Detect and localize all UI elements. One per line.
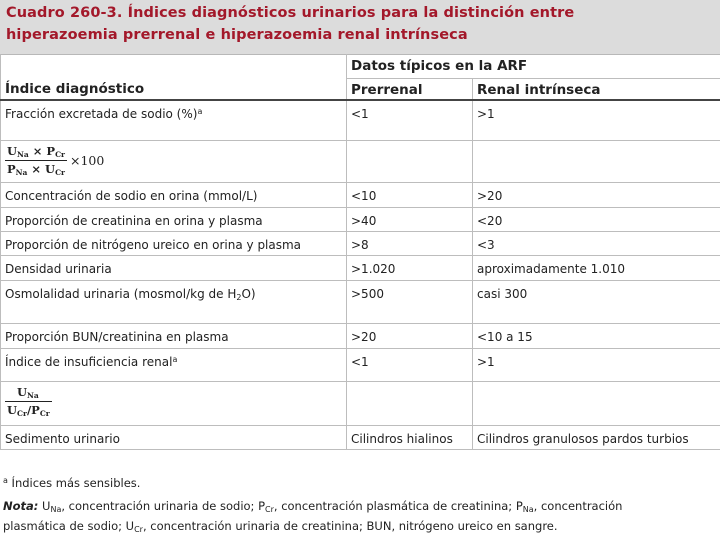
- table-row-formula: [1, 140, 720, 182]
- fena-multiplier: ×100: [69, 152, 105, 168]
- table-row: [1, 231, 720, 255]
- row-renal-value: >20: [473, 182, 720, 207]
- table-row-formula: [1, 381, 720, 425]
- row-index-label: Proporción de nitrógeno ureico en orina y plasma: [1, 231, 347, 255]
- table-row: [1, 280, 720, 323]
- row-index-label: Densidad urinaria: [1, 255, 347, 280]
- empty-cell: [347, 140, 473, 182]
- rfi-formula-cell: [1, 381, 347, 425]
- row-prerenal-value: <1: [347, 100, 473, 140]
- row-renal-value: >1: [473, 348, 720, 381]
- note-line-2: plasmática de sodio; $U_{Cr}$, concentración urinaria de creatinina; BUN, nitrógeno ureico en sangre.: [3, 519, 558, 534]
- row-index-label: Índice de insuficiencia renal$^a$: [1, 348, 347, 381]
- fena-denominator: $P_{Na} \times U_{Cr}$: [7, 161, 65, 177]
- header-empty-cell: [1, 54, 347, 78]
- row-prerenal-value: >8: [347, 231, 473, 255]
- rfi-fraction: [5, 385, 52, 418]
- row-prerenal-value: <1: [347, 348, 473, 381]
- row-renal-value: casi 300: [473, 280, 720, 323]
- rfi-formula: [5, 385, 52, 418]
- fena-numerator: $U_{Na} \times P_{Cr}$: [7, 143, 65, 159]
- rfi-numerator: $U_{Na}$: [5, 385, 52, 402]
- empty-cell: [473, 140, 720, 182]
- rfi-denominator: $U_{Cr}/P_{Cr}$: [7, 402, 50, 418]
- empty-cell: [347, 381, 473, 425]
- row-prerenal-value: >20: [347, 323, 473, 348]
- table-row: [1, 323, 720, 348]
- row-renal-value: Cilindros granulosos pardos turbios: [473, 425, 720, 449]
- title-bar: [0, 0, 720, 55]
- row-renal-value: >1: [473, 100, 720, 140]
- footnote-marker: a: [197, 107, 203, 116]
- row-renal-value: <20: [473, 207, 720, 231]
- footnote-marker: a: [172, 354, 178, 364]
- table-title-line-2: hiperazoemia prerrenal e hiperazoemia renal intrínseca: [6, 27, 468, 43]
- header-col-renal: Renal intrínseca: [473, 78, 720, 100]
- footnote: $^a$ Índices más sensibles.: [3, 476, 141, 490]
- row-prerenal-value: >500: [347, 280, 473, 323]
- note-label: Nota:: [3, 499, 39, 513]
- row-index-label: Proporción de creatinina en orina y plasma: [1, 207, 347, 231]
- table-title-line-1: Cuadro 260-3. Índices diagnósticos urinarios para la distinción entre: [6, 5, 575, 21]
- table-row: [1, 182, 720, 207]
- row-index-label: Concentración de sodio en orina (mmol/L): [1, 182, 347, 207]
- row-index-label: Fracción excretada de sodio (%)$^a$: [1, 100, 347, 140]
- diagnostic-index-table: [0, 54, 720, 450]
- header-group-label: Datos típicos en la ARF: [347, 54, 720, 78]
- header-row-columns: [1, 78, 720, 100]
- row-index-label: Sedimento urinario: [1, 425, 347, 449]
- table-row: [1, 207, 720, 231]
- row-prerenal-value: <10: [347, 182, 473, 207]
- note-line-1: Nota: $U_{Na}$, concentración urinaria de sodio; $P_{Cr}$, concentración plasmática de creatinina; $P_{Na}$, concentración: [3, 499, 623, 514]
- footnote-marker: a: [3, 476, 8, 485]
- fena-formula-cell: [1, 140, 347, 182]
- header-row-group: [1, 54, 720, 78]
- row-renal-value: aproximadamente 1.010: [473, 255, 720, 280]
- header-col-index: Índice diagnóstico: [1, 78, 347, 100]
- row-renal-value: <10 a 15: [473, 323, 720, 348]
- fena-formula: [5, 144, 104, 177]
- row-prerenal-value: >40: [347, 207, 473, 231]
- fena-fraction: [5, 144, 67, 177]
- row-index-label: Proporción BUN/creatinina en plasma: [1, 323, 347, 348]
- row-renal-value: <3: [473, 231, 720, 255]
- table-row: [1, 348, 720, 381]
- table-row: [1, 255, 720, 280]
- row-prerenal-value: >1.020: [347, 255, 473, 280]
- header-col-prerenal: Prerrenal: [347, 78, 473, 100]
- table-row: [1, 425, 720, 449]
- row-prerenal-value: Cilindros hialinos: [347, 425, 473, 449]
- empty-cell: [473, 381, 720, 425]
- row-index-label: Osmolalidad urinaria (mosmol/kg de $H_2O$): [1, 280, 347, 323]
- table-row: [1, 100, 720, 140]
